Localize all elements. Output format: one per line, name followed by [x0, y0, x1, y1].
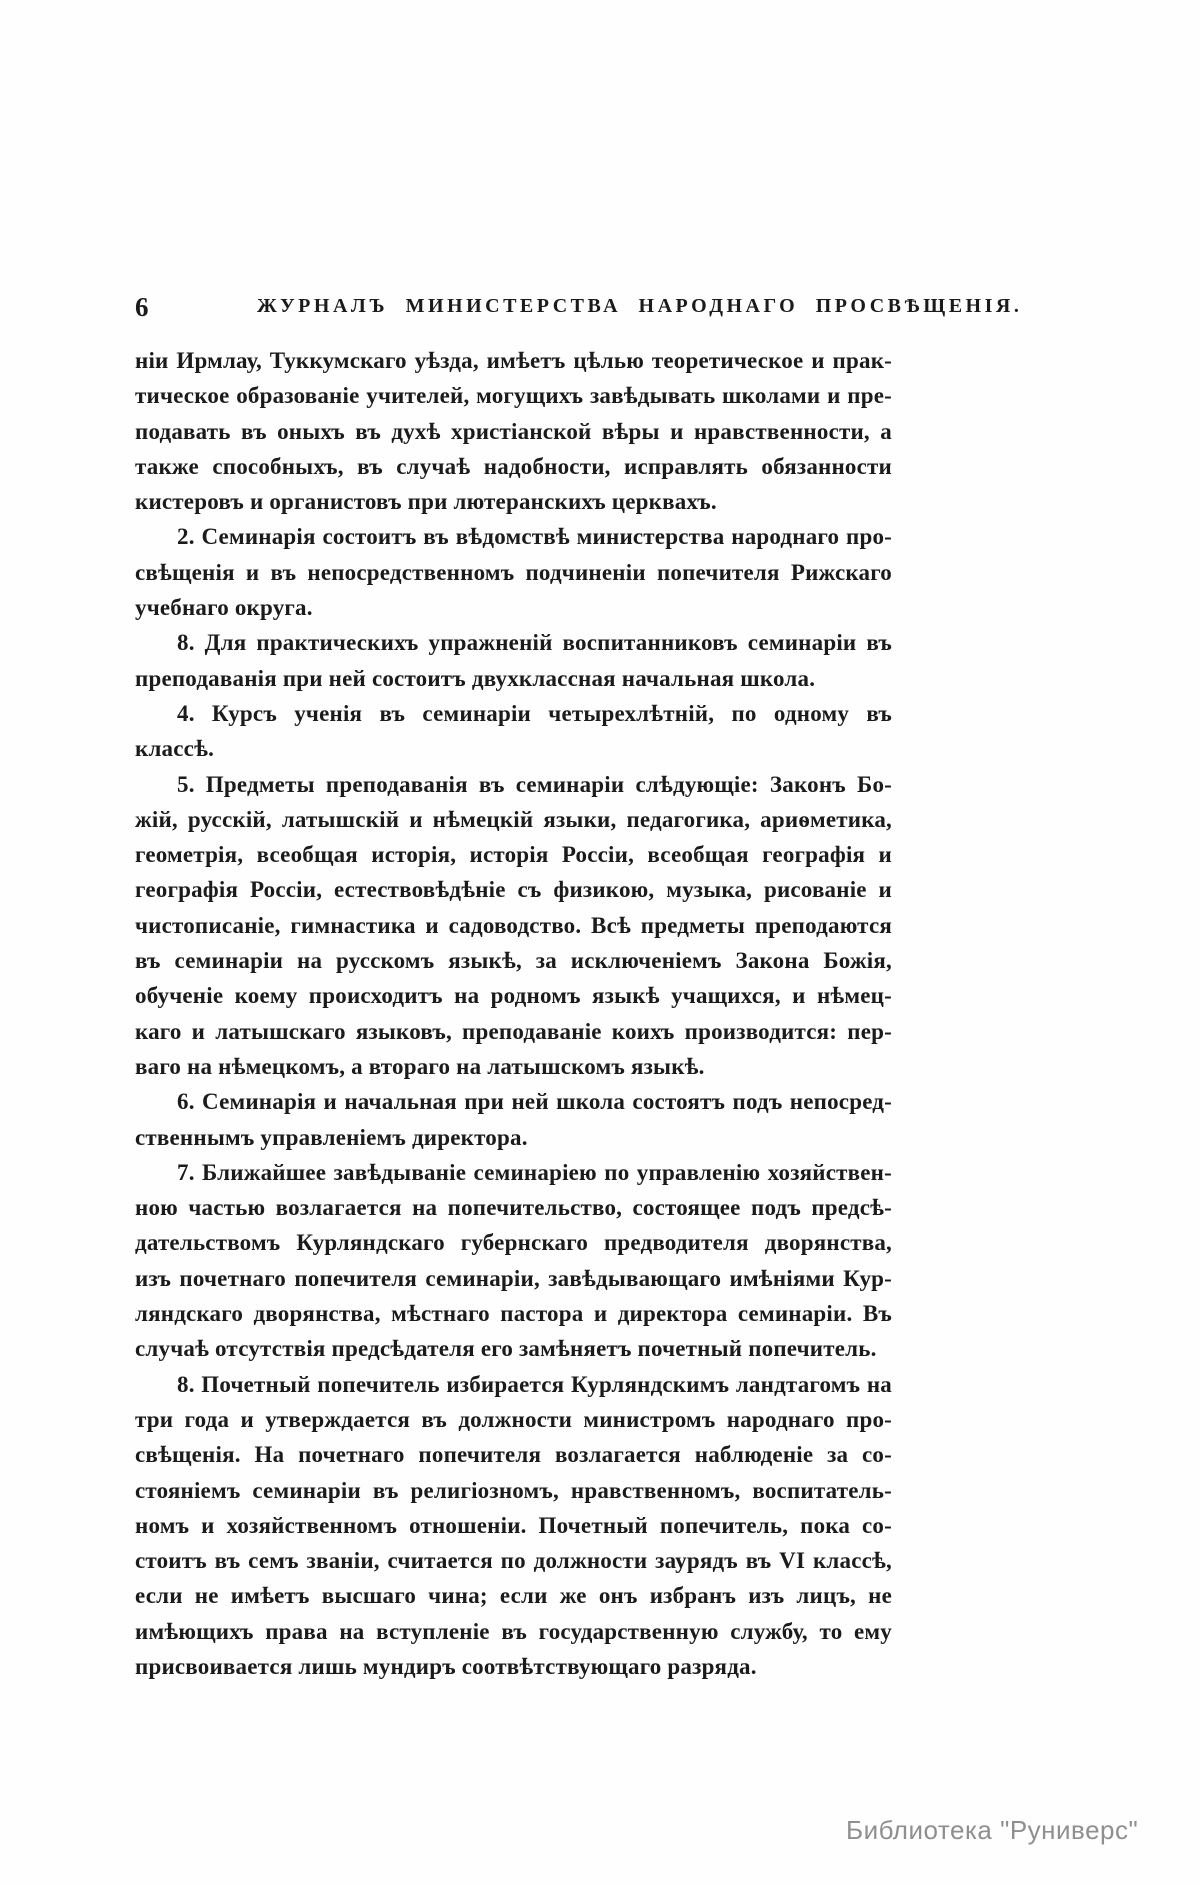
- text-line: случаѣ отсутствія предсѣдателя его замѣняетъ почетный попечитель.: [135, 1336, 877, 1362]
- text-line: 8. Почетный попечитель избирается Курляндскимъ ландтагомъ на: [177, 1371, 892, 1397]
- text-line: 8. Для практическихъ упражненій воспитанниковъ семинаріи въ: [177, 630, 892, 656]
- text-line: обученіе коему происходитъ на родномъ языкѣ учащихся, и нѣмец-: [135, 983, 892, 1009]
- text-line: учебнаго округа.: [135, 595, 313, 621]
- text-line: 5. Предметы преподаванія въ семинаріи слѣдующіе: Законъ Бо-: [177, 771, 892, 797]
- text-line: номъ и хозяйственномъ отношеніи. Почетный попечитель, пока со-: [135, 1512, 892, 1538]
- text-line: жій, русскій, латышскій и нѣмецкій языки, педагогика, ариѳметика,: [135, 806, 892, 832]
- text-line: 4. Курсъ ученія въ семинаріи четырехлѣтній, по одному въ: [177, 700, 892, 726]
- text-line: географія Россіи, естествовѣдѣніе съ физикою, музыка, рисованіе и: [135, 877, 892, 903]
- text-line: преподаванія при ней состоитъ двухклассная начальная школа.: [135, 665, 816, 691]
- text-line: стояніемъ семинаріи въ религіозномъ, нравственномъ, воспитатель-: [135, 1477, 892, 1503]
- text-line: стоитъ въ семъ званіи, считается по должности заурядъ въ VI классѣ,: [135, 1548, 892, 1574]
- library-watermark: Библиотека "Руниверс": [846, 1815, 1139, 1845]
- text-line: также способныхъ, въ случаѣ надобности, исправлять обязанности: [135, 453, 892, 479]
- body-text: [135, 343, 892, 1684]
- text-line: изъ почетнаго попечителя семинаріи, завѣдывающаго имѣніями Кур-: [135, 1265, 892, 1291]
- text-line: имѣющихъ права на вступленіе въ государственную службу, то ему: [135, 1618, 892, 1644]
- text-line: подавать въ оныхъ въ духѣ христіанской вѣры и нравственности, а: [135, 418, 892, 444]
- text-line: въ семинаріи на русскомъ языкѣ, за исключеніемъ Закона Божія,: [135, 948, 892, 974]
- text-line: ніи Ирмлау, Туккумскаго уѣзда, имѣетъ цѣлью теоретическое и прак-: [135, 348, 892, 373]
- text-line: если не имѣетъ высшаго чина; если же онъ избранъ изъ лицъ, не: [135, 1583, 892, 1609]
- text-line: ственнымъ управленіемъ директора.: [135, 1124, 528, 1150]
- text-line: присвоивается лишь мундиръ соотвѣтствующаго разряда.: [135, 1653, 757, 1679]
- text-line: ваго на нѣмецкомъ, а втораго на латышскомъ языкѣ.: [135, 1053, 705, 1079]
- text-line: ною частью возлагается на попечительство, состоящее подъ предсѣ-: [135, 1195, 892, 1221]
- text-line: классѣ.: [135, 736, 215, 762]
- running-title: ЖУРНАЛЪ МИНИСТЕРСТВА НАРОДНАГО ПРОСВѢЩЕНІЯ.: [257, 295, 1023, 317]
- text-line: 7. Ближайшее завѣдываніе семинаріею по управленію хозяйствен-: [177, 1159, 892, 1185]
- text-line: дательствомъ Курляндскаго губернскаго предводителя дворянства,: [135, 1230, 892, 1256]
- text-line: три года и утверждается въ должности министромъ народнаго про-: [135, 1406, 892, 1432]
- text-line: геометрія, всеобщая исторія, исторія Россіи, всеобщая географія и: [135, 842, 892, 868]
- text-line: свѣщенія и въ непосредственномъ подчиненіи попечителя Рижскаго: [135, 559, 892, 585]
- page-header: [135, 292, 1023, 326]
- page-number: 6: [135, 292, 150, 322]
- text-line: каго и латышскаго языковъ, преподаваніе коихъ производится: пер-: [135, 1018, 892, 1044]
- text-line: 6. Семинарія и начальная при ней школа состоятъ подъ непосред-: [177, 1089, 892, 1115]
- text-line: 2. Семинарія состоитъ въ вѣдомствѣ министерства народнаго про-: [177, 524, 892, 550]
- text-line: свѣщенія. На почетнаго попечителя возлагается наблюденіе за со-: [135, 1442, 892, 1468]
- text-line: чистописаніе, гимнастика и садоводство. Всѣ предметы преподаются: [135, 912, 892, 938]
- text-line: тическое образованіе учителей, могущихъ завѣдывать школами и пре-: [135, 383, 892, 409]
- text-line: ляндскаго дворянства, мѣстнаго пастора и директора семинаріи. Въ: [135, 1301, 892, 1327]
- text-line: кистеровъ и органистовъ при лютеранскихъ церквахъ.: [135, 489, 717, 515]
